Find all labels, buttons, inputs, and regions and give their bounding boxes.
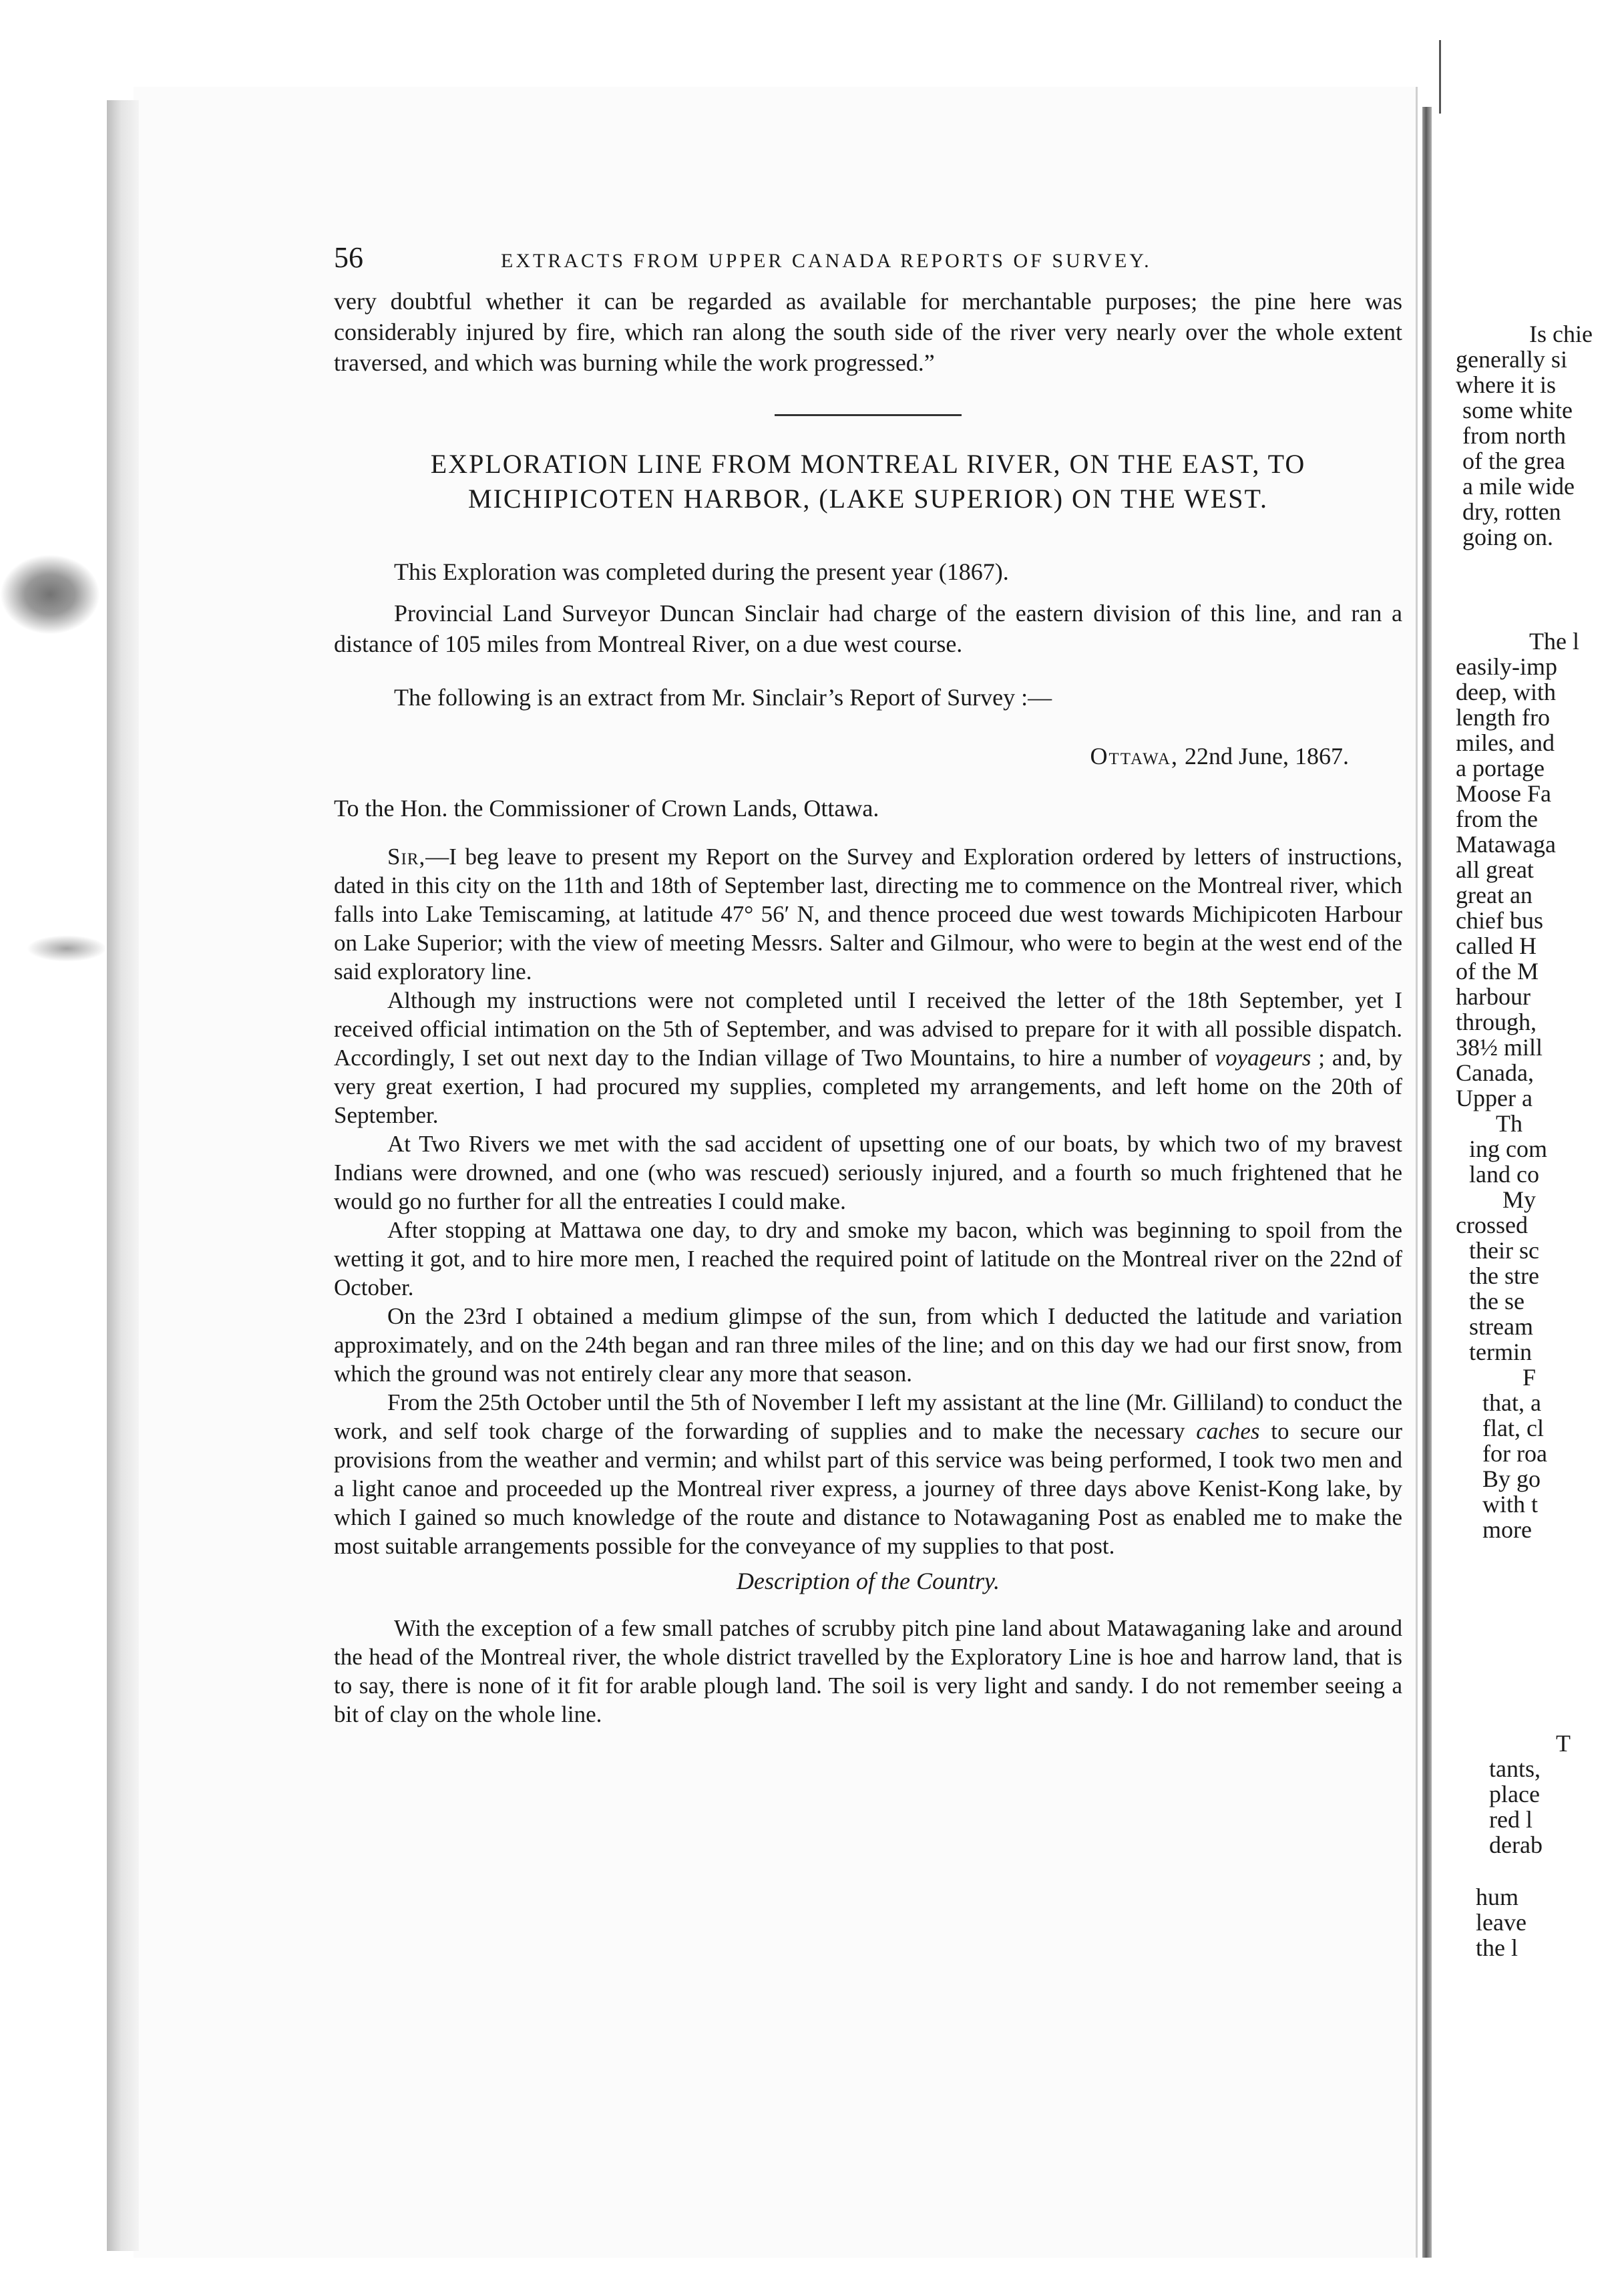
binding-gutter: [107, 100, 139, 2251]
adjacent-page-line: dry, rotten: [1462, 498, 1561, 525]
letter-paragraph: After stopping at Mattawa one day, to dry and smoke my bacon, which was beginning to spoil from the wetting it got, and to hire more men, I reached the required point of latitude on the Montreal river on the 22nd of October.: [334, 1217, 1402, 1300]
page-fold-line: [1439, 40, 1441, 114]
adjacent-page-line: Upper a: [1456, 1085, 1533, 1111]
letter-paragraph: [334, 1388, 1402, 1560]
adjacent-page-line: chief bus: [1456, 907, 1543, 934]
running-head-title: EXTRACTS FROM UPPER CANADA REPORTS OF SURVEY.: [501, 250, 1152, 272]
adjacent-page-line: the stre: [1469, 1262, 1539, 1289]
adjacent-page-fragment: [1456, 321, 1624, 2164]
subsection-heading: Description of the Country.: [737, 1568, 1000, 1594]
adjacent-page-line: of the grea: [1462, 448, 1565, 474]
italic-term: voyageurs: [1215, 1045, 1311, 1071]
adjacent-page-line: a mile wide: [1462, 473, 1575, 500]
adjacent-page-line: stream: [1469, 1313, 1533, 1340]
letter-paragraph-text: —I beg leave to present my Report on the Survey and Exploration ordered by letters of instructions, dated in this city on the 11th and 18th of September last, directing me to commence on the Montreal river, which falls into Lake Temiscaming, at latitude 47° 56′ N, and thence proceed due west towards Michipicoten Harbour on Lake Superior; with the view of meeting Messrs. Salter and Gilmour, who were to begin at the west end of the said exploratory line.: [334, 844, 1402, 985]
adjacent-page-line: tants,: [1489, 1755, 1541, 1782]
adjacent-page-line: hum: [1476, 1884, 1519, 1910]
section-divider: [775, 414, 962, 416]
adjacent-page-line: for roa: [1482, 1440, 1547, 1467]
adjacent-page-line: ing com: [1469, 1136, 1547, 1162]
adjacent-page-line: with t: [1482, 1491, 1539, 1518]
letter-paragraph-text: Although my instructions were not completed until I received the letter of the 18th September, yet I received official intimation on the 5th of September, and was advised to prepare for it with all possible dispatch. Accordingly, I set out next day to the Indian village of Two Mountains, to hire a number of: [334, 987, 1402, 1071]
adjacent-page-line: deep, with: [1456, 679, 1556, 705]
adjacent-page-line: length fro: [1456, 704, 1550, 731]
letter-addressee: To the Hon. the Commissioner of Crown Lands, Ottawa.: [334, 795, 879, 822]
adjacent-page-line: of the M: [1456, 958, 1539, 985]
section-title: [334, 447, 1402, 516]
adjacent-page-line: leave: [1476, 1909, 1527, 1936]
adjacent-page-line: where it is: [1456, 371, 1556, 398]
adjacent-page-line: My: [1502, 1186, 1537, 1213]
letter-paragraph-text: From the 25th October until the 5th of November I left my assistant at the line (Mr. Gilliland) to conduct the work, and self took charge of the forwarding of supplies and to make the necessary: [334, 1389, 1402, 1444]
section-title-line: MICHIPICOTEN HARBOR, (LAKE SUPERIOR) ON THE WEST.: [468, 484, 1268, 514]
adjacent-page-line: easily-imp: [1456, 653, 1557, 680]
intro-paragraph: This Exploration was completed during the present year (1867).: [394, 558, 1009, 585]
adjacent-page-line: through,: [1456, 1009, 1537, 1035]
document-page: [334, 240, 1402, 1729]
adjacent-page-line: F: [1522, 1364, 1537, 1391]
adjacent-page-line: red l: [1489, 1806, 1533, 1833]
adjacent-page-line: crossed: [1456, 1212, 1528, 1238]
letter-dateline: [334, 742, 1349, 770]
adjacent-page-line: their sc: [1469, 1237, 1539, 1264]
letter-paragraph: At Two Rivers we met with the sad accident of upsetting one of our boats, by which two of my bravest Indians were drowned, and one (who was rescued) seriously injured, and a fourth so much frightened that he would go no further for all the entreaties I could make.: [334, 1131, 1402, 1214]
letter-paragraph-text: ; and, by very great exertion, I had procured my supplies, completed my arrangements, and left home on the 20th of September.: [334, 1045, 1402, 1128]
adjacent-page-line: generally si: [1456, 346, 1567, 373]
adjacent-page-line: all great: [1456, 856, 1534, 883]
italic-term: caches: [1196, 1418, 1260, 1444]
adjacent-page-line: from north: [1462, 422, 1566, 449]
adjacent-page-line: By go: [1482, 1465, 1541, 1492]
adjacent-page-line: Matawaga: [1456, 831, 1556, 858]
letter-paragraph: On the 23rd I obtained a medium glimpse of the sun, from which I deducted the latitude and variation approximately, and on the 24th began and ran three miles of the line; and on this day we had our first snow, from which the ground was not entirely clear any more that season.: [334, 1303, 1402, 1387]
adjacent-page-line: miles, and: [1456, 729, 1555, 756]
letter-salutation: Sir,: [387, 844, 426, 870]
scan-smudge: [0, 554, 100, 635]
letter-body: [334, 842, 1402, 1729]
letter-place: Ottawa,: [1090, 743, 1179, 769]
adjacent-page-line: The l: [1529, 628, 1579, 655]
adjacent-page-line: that, a: [1482, 1389, 1541, 1416]
adjacent-page-line: from the: [1456, 806, 1538, 832]
letter-paragraph: [334, 986, 1402, 1129]
adjacent-page-line: Canada,: [1456, 1059, 1534, 1086]
adjacent-page-line: more: [1482, 1516, 1532, 1543]
adjacent-page-line: Th: [1496, 1110, 1522, 1137]
section-title-line: EXPLORATION LINE FROM MONTREAL RIVER, ON THE EAST, TO: [430, 449, 1306, 479]
adjacent-page-line: termin: [1469, 1339, 1532, 1365]
adjacent-page-line: T: [1556, 1730, 1571, 1757]
adjacent-page-line: the se: [1469, 1288, 1525, 1315]
adjacent-page-line: great an: [1456, 882, 1533, 908]
description-paragraph: With the exception of a few small patches of scrubby pitch pine land about Matawaganing lake and around the head of the Montreal river, the whole district travelled by the Exploratory Line is hoe and harrow land, that is to say, there is none of it fit for arable plough land. The soil is very light and sandy. I do not remember seeing a bit of clay on the whole line.: [334, 1615, 1402, 1727]
letter-date: 22nd June, 1867.: [1185, 743, 1349, 769]
intro-paragraph: The following is an extract from Mr. Sinclair’s Report of Survey :—: [394, 684, 1052, 711]
letter-paragraph: [334, 842, 1402, 986]
intro-paragraph: Provincial Land Surveyor Duncan Sinclair had charge of the eastern division of this line, and ran a distance of 105 miles from Montreal River, on a due west course.: [334, 600, 1402, 657]
adjacent-page-line: harbour: [1456, 983, 1531, 1010]
adjacent-page-line: called H: [1456, 932, 1537, 959]
adjacent-page-line: Moose Fa: [1456, 780, 1551, 807]
letter-paragraph-text: to secure our provisions from the weather and vermin; and whilst part of this service was being performed, I took two men and a light canoe and proceeded up the Montreal river express, a journey of three days above Kenist-Kong lake, by which I gained so much knowledge of the route and distance to Notawaganing Post as enabled me to make the most suitable arrangements possible for the conveyance of my supplies to that post.: [334, 1418, 1402, 1559]
continuation-paragraph: very doubtful whether it can be regarded as available for merchantable purposes; the pine here was considerably injured by fire, which ran along the south side of the river very nearly over the whole extent traversed, and which was burning while the work progressed.”: [334, 288, 1402, 376]
adjacent-page-line: the l: [1476, 1934, 1518, 1961]
scan-smudge: [27, 935, 107, 962]
adjacent-page-line: land co: [1469, 1161, 1539, 1188]
adjacent-page-line: Is chie: [1529, 321, 1593, 347]
adjacent-page-line: a portage: [1456, 755, 1545, 781]
adjacent-page-line: flat, cl: [1482, 1415, 1544, 1441]
page-fold-shadow: [1422, 107, 1432, 2258]
page-number: 56: [334, 241, 363, 274]
adjacent-page-line: some white: [1462, 397, 1573, 423]
adjacent-page-line: derab: [1489, 1831, 1543, 1858]
adjacent-page-line: 38½ mill: [1456, 1034, 1543, 1061]
adjacent-page-line: place: [1489, 1781, 1540, 1807]
adjacent-page-line: going on.: [1462, 524, 1554, 550]
running-head: [334, 240, 1402, 281]
